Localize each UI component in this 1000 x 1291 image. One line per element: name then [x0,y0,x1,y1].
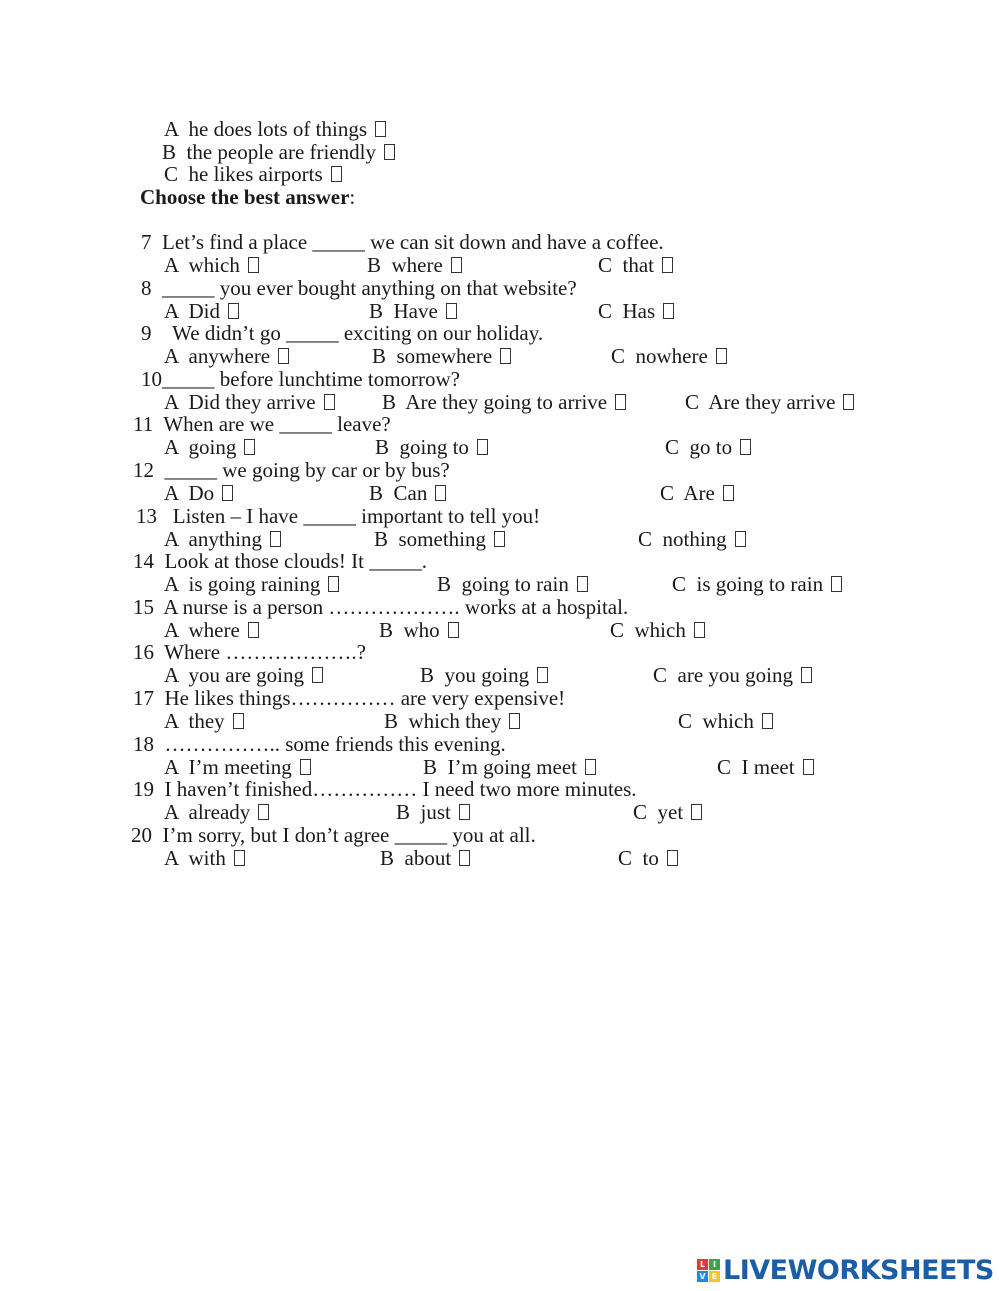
logo-mark-cell: V [697,1271,708,1282]
option-c[interactable] [598,299,674,323]
answer-checkbox[interactable] [494,531,505,547]
question-text: 15 A nurse is a person ………………. works at a hospital. [133,594,629,619]
question-text: 20 I’m sorry, but I don’t agree _____ you at all. [131,822,536,847]
option-text: A going [164,435,237,460]
option-text: B about [380,845,452,870]
option-a[interactable] [164,663,323,687]
option-text: A Do [164,481,215,505]
option-b[interactable] [374,527,505,551]
option-text: C to [618,845,659,870]
answer-checkbox[interactable] [448,622,459,638]
option-c[interactable] [678,709,773,733]
option-b[interactable] [372,344,511,368]
answer-checkbox[interactable] [831,576,842,592]
option-text: C nowhere [611,344,708,369]
answer-checkbox[interactable] [537,667,548,683]
option-text: B Have [369,298,438,323]
option-text: C Has [598,298,656,323]
option-text: B Can [369,481,428,505]
answer-checkbox[interactable] [477,439,488,455]
option-text: B just [396,800,451,825]
option-a[interactable] [164,299,239,323]
option-text: C Are they arrive [685,389,836,414]
answer-checkbox[interactable] [435,485,446,501]
question-text: 13 Listen – I have _____ important to tell you! [136,503,541,528]
option-text: A Did they arrive [164,389,316,414]
option-text: C I meet [717,754,795,779]
option-text: B which they [384,709,502,733]
option-text: C are you going [653,663,793,688]
answer-checkbox[interactable] [459,850,470,866]
answer-checkbox[interactable] [801,667,812,683]
option-text: A they [164,709,225,733]
option-text: A anything [164,526,262,551]
option-text: A I’m meeting [164,754,292,779]
option-a[interactable] [164,800,269,824]
option-text: A already [164,800,251,825]
option-text: B you going [420,663,530,688]
question-text: 14 Look at those clouds! It _____. [133,549,427,574]
answer-checkbox[interactable] [803,759,814,775]
answer-checkbox[interactable] [663,303,674,319]
option-text: B something [374,526,487,551]
option-b[interactable] [369,299,457,323]
answer-checkbox[interactable] [459,804,470,820]
option-a[interactable] [164,709,244,733]
option-a[interactable] [164,527,281,551]
answer-checkbox[interactable] [735,531,746,547]
option-text: C he likes airports [164,162,323,186]
option-b[interactable] [380,846,470,870]
answer-checkbox[interactable] [585,759,596,775]
logo-mark-cell: I [709,1259,720,1270]
option-a[interactable] [164,253,259,277]
answer-checkbox[interactable] [328,576,339,592]
option-text: A he does lots of things [164,117,367,141]
answer-checkbox[interactable] [723,485,734,501]
answer-checkbox[interactable] [740,439,751,455]
question-text: 16 Where ……………….? [133,640,366,665]
question-text: 9 We didn’t go _____ exciting on our holiday. [141,321,544,346]
option-a[interactable] [164,618,259,642]
answer-checkbox[interactable] [716,348,727,364]
liveworksheets-logo [697,1252,994,1288]
option-text: B who [379,617,440,642]
answer-checkbox[interactable] [762,713,773,729]
option-text: B going to [375,435,469,460]
option-text: A Did [164,298,221,323]
option-text: C nothing [638,526,727,551]
option-a[interactable] [164,481,233,505]
answer-checkbox[interactable] [312,667,323,683]
question-text: 10_____ before lunchtime tomorrow? [141,366,460,391]
option-a[interactable] [164,390,335,414]
option-c[interactable] [717,755,814,779]
option-b[interactable] [369,481,446,505]
answer-checkbox[interactable] [577,576,588,592]
option-a[interactable] [164,572,339,596]
question-text: 17 He likes things…………… are very expensive! [133,686,566,710]
answer-checkbox[interactable] [843,394,854,410]
option-text: C is going to rain [672,572,824,597]
option-text: C which [678,709,754,733]
option-c[interactable] [653,663,812,687]
option-c[interactable] [638,527,746,551]
option-b[interactable] [423,755,596,779]
answer-checkbox[interactable] [667,850,678,866]
answer-checkbox[interactable] [258,804,269,820]
question-text: 19 I haven’t finished…………… I need two more minutes. [133,777,637,802]
option-c[interactable] [611,344,727,368]
answer-checkbox[interactable] [228,303,239,319]
answer-checkbox[interactable] [324,394,335,410]
option-text: B I’m going meet [423,754,577,779]
option-text: B somewhere [372,344,493,369]
answer-checkbox[interactable] [500,348,511,364]
question-text: 11 When are we _____ leave? [133,412,391,437]
section-heading: Choose the best answer: [140,185,356,209]
option-b[interactable] [384,709,520,733]
answer-checkbox[interactable] [446,303,457,319]
answer-checkbox[interactable] [270,531,281,547]
option-text: B the people are friendly [162,140,376,164]
option-a[interactable] [164,755,311,779]
option-b[interactable] [382,390,626,414]
option-text: B where [367,253,443,277]
option-b[interactable] [375,435,488,459]
option-text: C Are [660,481,715,505]
option-b[interactable] [437,572,588,596]
answer-checkbox[interactable] [615,394,626,410]
option-c[interactable] [598,253,673,277]
option-c[interactable] [633,800,702,824]
option-c[interactable] [685,390,854,414]
logo-mark-cell: L [697,1259,708,1270]
logo-text: LIVEWORKSHEETS [723,1254,994,1286]
answer-checkbox[interactable] [248,622,259,638]
option-c[interactable] [618,846,678,870]
option-c[interactable] [660,481,734,505]
option-c[interactable] [665,435,751,459]
question-text: 12 _____ we going by car or by bus? [133,458,450,482]
option-text: C which [610,617,686,642]
answer-checkbox[interactable] [509,713,520,729]
option-text: C go to [665,435,733,460]
option-text: B going to rain [437,572,569,597]
question-text: 18 …………….. some friends this evening. [133,731,506,756]
answer-checkbox[interactable] [451,257,462,273]
option-b[interactable] [367,253,462,277]
option-b[interactable] [379,618,459,642]
answer-checkbox[interactable] [234,850,245,866]
option-a[interactable] [164,435,255,459]
option-text: A which [164,253,240,277]
answer-checkbox[interactable] [384,144,395,160]
option-text: A with [164,845,226,870]
answer-checkbox[interactable] [375,121,386,137]
answer-checkbox[interactable] [248,257,259,273]
answer-checkbox[interactable] [694,622,705,638]
answer-checkbox[interactable] [331,166,342,182]
option-text: B Are they going to arrive [382,389,608,414]
option-c[interactable] [672,572,842,596]
option-b[interactable] [420,663,548,687]
logo-mark-icon [697,1259,720,1282]
option-a[interactable] [164,344,289,368]
prev-option-b[interactable] [162,140,395,164]
option-text: A you are going [164,663,304,688]
answer-checkbox[interactable] [278,348,289,364]
option-text: C that [598,253,654,277]
prev-option-c[interactable] [164,162,342,186]
option-c[interactable] [610,618,705,642]
prev-option-a[interactable] [164,117,386,141]
answer-checkbox[interactable] [662,257,673,273]
question-text: 8 _____ you ever bought anything on that website? [141,275,577,300]
answer-checkbox[interactable] [691,804,702,820]
option-a[interactable] [164,846,245,870]
option-text: A where [164,617,240,642]
question-text: 7 Let’s find a place _____ we can sit down and have a coffee. [141,230,664,254]
answer-checkbox[interactable] [222,485,233,501]
option-text: A is going raining [164,572,321,597]
option-b[interactable] [396,800,470,824]
answer-checkbox[interactable] [233,713,244,729]
answer-checkbox[interactable] [300,759,311,775]
answer-checkbox[interactable] [244,439,255,455]
option-text: A anywhere [164,344,271,369]
logo-mark-cell: E [709,1271,720,1282]
option-text: C yet [633,800,684,825]
